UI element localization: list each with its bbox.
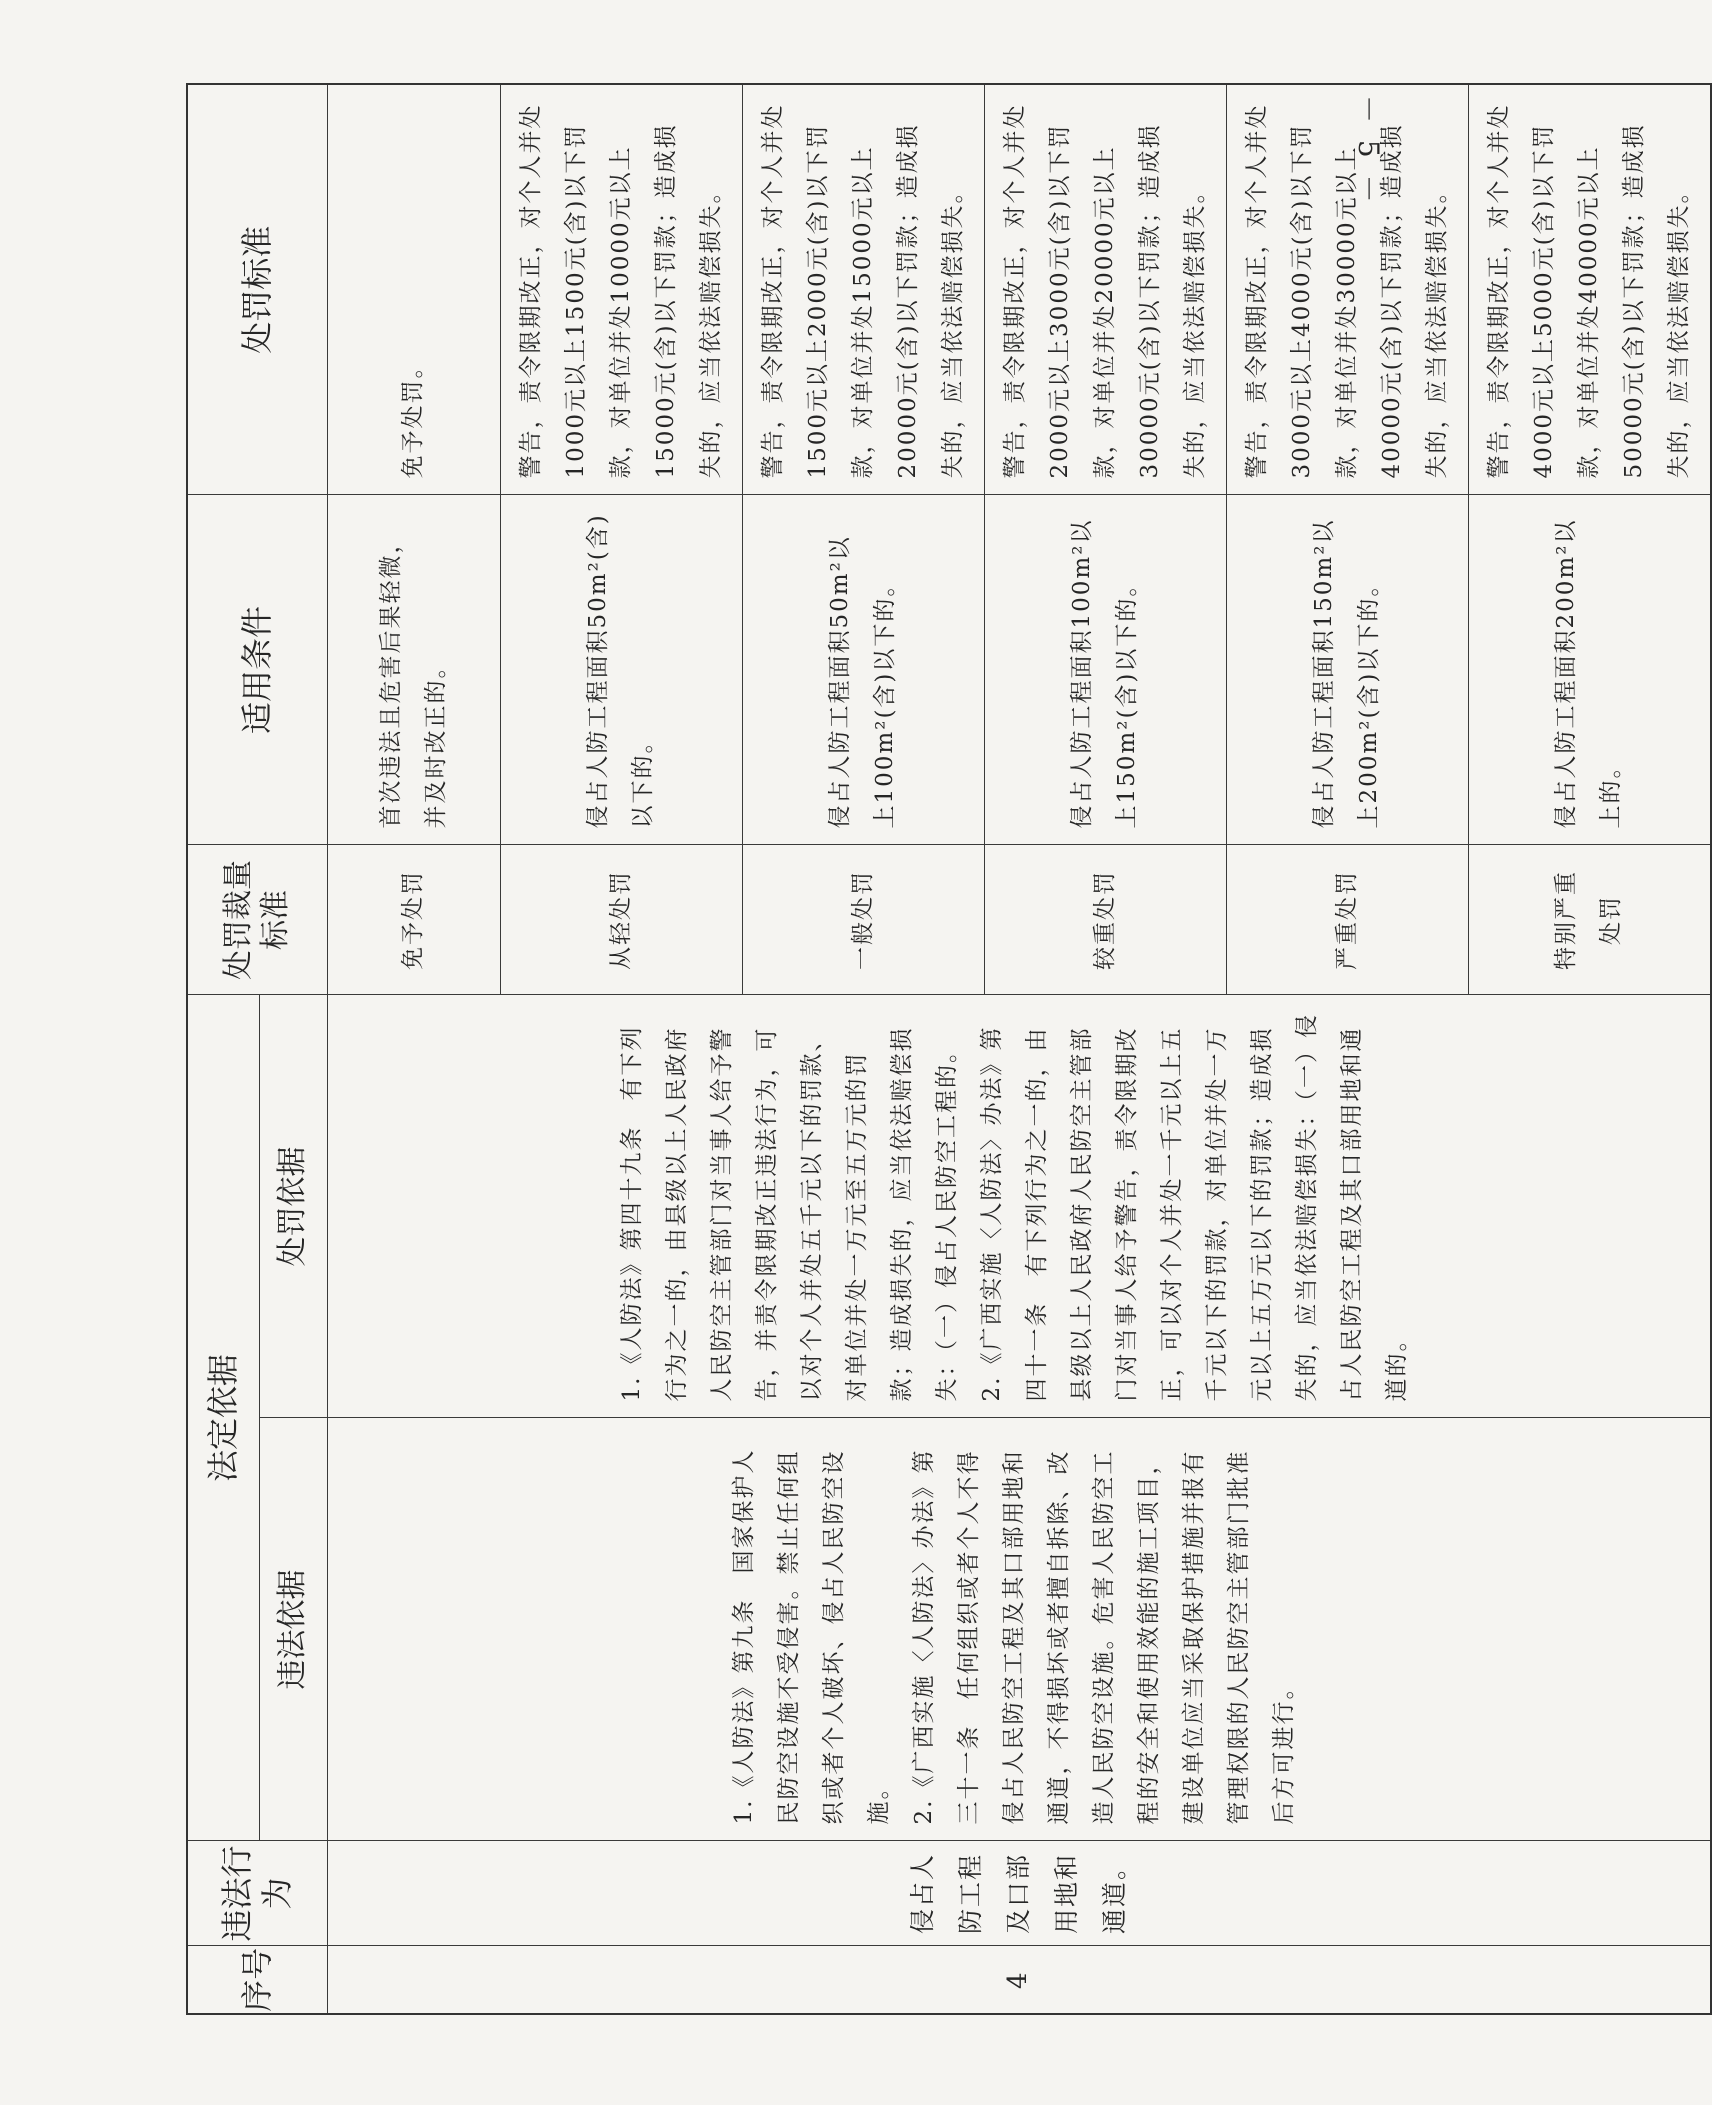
discretion-cell: 从轻处罚: [500, 845, 742, 995]
violation-basis-item: 2.《广西实施〈人防法〉办法》第三十一条 任何组织或者个人不得侵占人民防空工程及其口部用地和通道，不得损坏或者擅自拆除、改造人民防空设施。危害人民防空工程的安全和使用效能的施工项目，建设单位应当采取保护措施并报有管理权限的人民防空主管部门批准后方可进行。: [911, 1448, 1297, 1825]
header-violation-basis: 违法依据: [259, 1418, 327, 1841]
condition-cell: 侵占人防工程面积200m²以上的。: [1468, 495, 1711, 845]
standard-cell: 警告，责令限期改正，对个人并处1000元以上1500元(含)以下罚款，对单位并处10000元以上15000元(含)以下罚款；造成损失的，应当依法赔偿损失。: [500, 84, 742, 495]
standard-cell: 警告，责令限期改正，对个人并处2000元以上3000元(含)以下罚款，对单位并处20000元以上30000元(含)以下罚款；造成损失的，应当依法赔偿损失。: [984, 84, 1226, 495]
standard-cell: 免予处罚。: [327, 84, 500, 495]
penalty-basis-cell: [327, 995, 1711, 1418]
discretion-cell: 一般处罚: [742, 845, 984, 995]
header-act: 违法行为: [187, 1841, 327, 1946]
discretion-cell: 特别严重处罚: [1468, 845, 1711, 995]
violation-basis-cell: [327, 1418, 1711, 1841]
standard-cell: 警告，责令限期改正，对个人并处4000元以上5000元(含)以下罚款，对单位并处40000元以上50000元(含)以下罚款；造成损失的，应当依法赔偿损失。: [1468, 84, 1711, 495]
header-discretion: 处罚裁量标准: [187, 845, 327, 995]
discretion-cell: 免予处罚: [327, 845, 500, 995]
violation-basis-item: 1.《人防法》第九条 国家保护人民防空设施不受侵害。禁止任何组织或者个人破坏、侵占人民防空设施。: [731, 1448, 892, 1825]
condition-cell: 侵占人防工程面积50m²(含)以下的。: [500, 495, 742, 845]
penalty-basis-item: 1.《人防法》第四十九条 有下列行为之一的，由县级以上人民政府人民防空主管部门对当事人给予警告，并责令限期改正违法行为，可以对个人并处五千元以下的罚款、对单位并处一万元至五万元的罚款；造成损失的，应当依法赔偿损失：（一）侵占人民防空工程的。: [618, 1025, 960, 1402]
standard-cell: 警告，责令限期改正，对个人并处3000元以上4000元(含)以下罚款，对单位并处30000元以上40000元(含)以下罚款；造成损失的，应当依法赔偿损失。: [1226, 84, 1468, 495]
header-condition: 适用条件: [187, 495, 327, 845]
standard-cell: 警告，责令限期改正，对个人并处1500元以上2000元(含)以下罚款，对单位并处15000元以上20000元(含)以下罚款；造成损失的，应当依法赔偿损失。: [742, 84, 984, 495]
page-number: － 5 －: [1352, 95, 1385, 207]
penalty-table: [186, 83, 1712, 2015]
penalty-table-rotated: [186, 85, 1692, 2015]
penalty-basis-item: 2.《广西实施〈人防法〉办法》第四十一条 有下列行为之一的，由县级以上人民政府人民防空主管部门对当事人给予警告，责令限期改正，可以对个人并处一千元以上五千元以下的罚款，对单位并处一万元以上五万元以下的罚款；造成损失的，应当依法赔偿损失：（一）侵占人民防空工程及其口部用地和通道的。: [978, 1013, 1410, 1402]
violation-act-cell: 侵占人防工程及口部用地和通道。: [327, 1841, 1711, 1946]
condition-cell: 侵占人防工程面积50m²以上100m²(含)以下的。: [742, 495, 984, 845]
table-row: [327, 84, 500, 2014]
discretion-cell: 较重处罚: [984, 845, 1226, 995]
header-seq: 序号: [187, 1946, 327, 2014]
header-penalty-basis: 处罚依据: [259, 995, 327, 1418]
header-standard: 处罚标准: [187, 84, 327, 495]
header-legal-basis: 法定依据: [187, 995, 259, 1841]
condition-cell: 首次违法且危害后果轻微，并及时改正的。: [327, 495, 500, 845]
discretion-cell: 严重处罚: [1226, 845, 1468, 995]
seq-cell: 4: [327, 1946, 1711, 2014]
condition-cell: 侵占人防工程面积100m²以上150m²(含)以下的。: [984, 495, 1226, 845]
condition-cell: 侵占人防工程面积150m²以上200m²(含)以下的。: [1226, 495, 1468, 845]
